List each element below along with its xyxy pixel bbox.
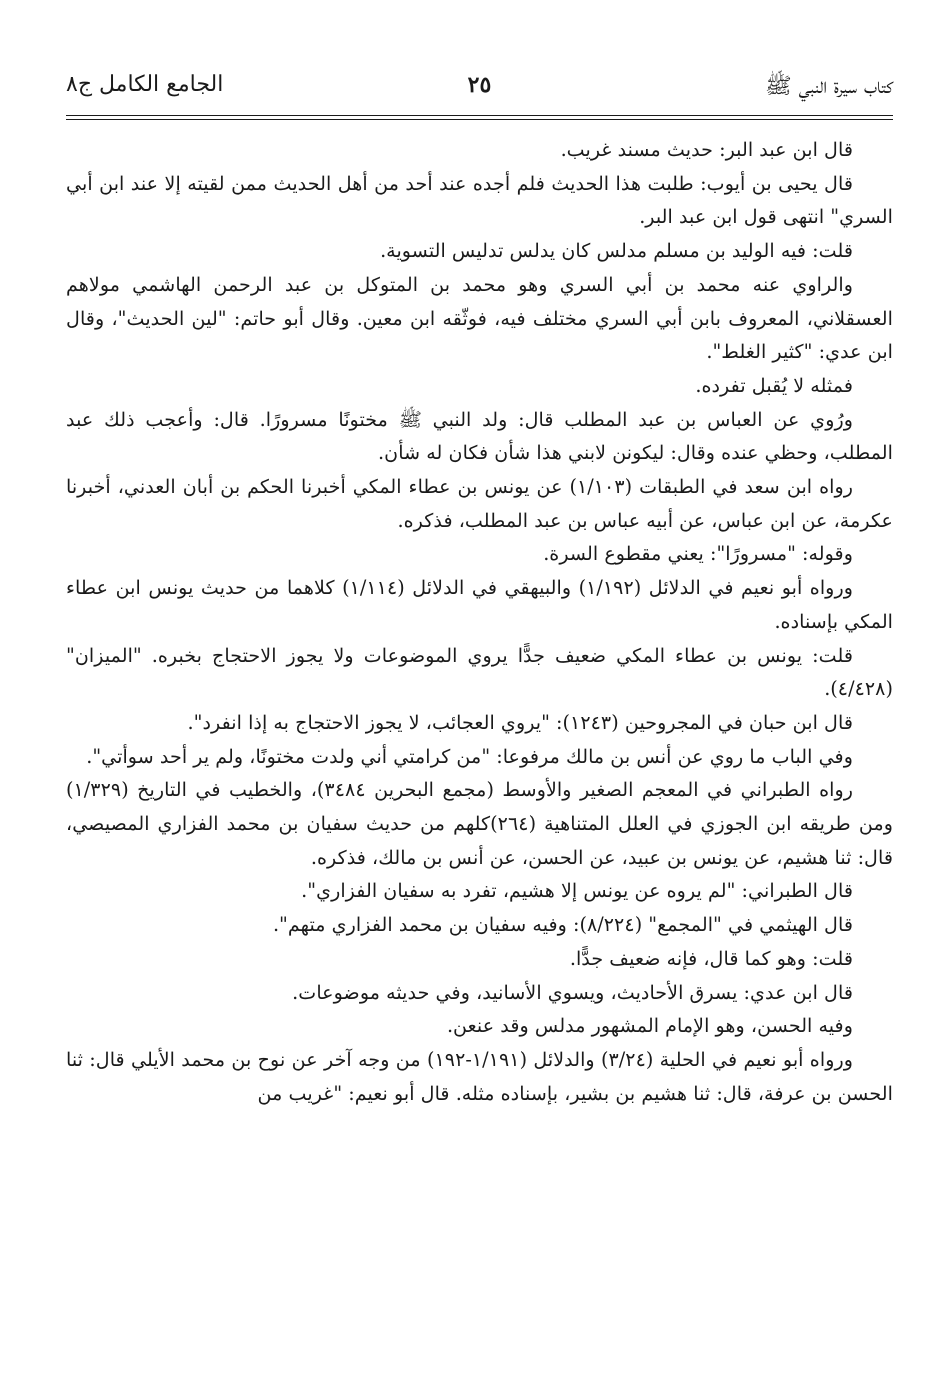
book-title: كتاب سيرة النبي ﷺ [765, 74, 893, 99]
paragraph: فمثله لا يُقبل تفرده. [695, 373, 853, 397]
paragraph: وفي الباب ما روي عن أنس بن مالك مرفوعا: "من كرامتي أني ولدت مختونًا، ولم ير أحد سوأتي". [86, 744, 853, 768]
collection-volume: الجامع الكامل ج٨ [66, 72, 224, 97]
paragraph: ورواه أبو نعيم في الدلائل (١/١٩٢) والبيهقي في الدلائل (١/١١٤) كلاهما من حديث يونس ابن عطاء المكي بإسناده. [66, 576, 893, 633]
paragraph: قال ابن عبد البر: حديث مسند غريب. [560, 138, 853, 161]
paragraph: قلت: يونس بن عطاء المكي ضعيف جدًّا يروي الموضوعات ولا يجوز الاحتجاج بخبره. "الميزان" (٤/٤٢٨). [66, 643, 893, 701]
paragraph: قال الطبراني: "لم يروه عن يونس إلا هشيم، تفرد به سفيان الفزاري". [301, 879, 853, 903]
paragraph: ورُوي عن العباس بن عبد المطلب قال: ولد النبي ﷺ مختونًا مسرورًا. قال: وأعجب ذلك عبد المطلب، وحظي عنده وقال: ليكونن لابني هذا شأن فكان له شأن. [66, 407, 893, 465]
paragraph: قال ابن عدي: يسرق الأحاديث، ويسوي الأسانيد، وفي حديثه موضوعات. [292, 980, 853, 1004]
running-header [66, 66, 893, 106]
paragraph: وفيه الحسن، وهو الإمام المشهور مدلس وقد عنعن. [446, 1014, 853, 1038]
page-body [66, 133, 893, 1110]
paragraph: قال يحيى بن أيوب: طلبت هذا الحديث فلم أجده عند أحد من أهل الحديث ممن لقيته إلا عند ابن أبي السري" انتهى قول ابن عبد البر. [66, 171, 893, 229]
paragraph: والراوي عنه محمد بن أبي السري وهو محمد بن المتوكل بن عبد الرحمن الهاشمي مولاهم العسقلاني، المعروف بابن أبي السري مختلف فيه، فوثّقه ابن معين. وقال أبو حاتم: "لين الحديث"، وقال ابن عدي: "كثير الغلط". [66, 272, 893, 364]
paragraph: قال الهيثمي في "المجمع" (٨/٢٢٤): وفيه سفيان بن محمد الفزاري متهم". [272, 913, 853, 937]
paragraph: قال ابن حبان في المجروحين (١٢٤٣): "يروي العجائب، لا يجوز الاحتجاج به إذا انفرد". [187, 710, 853, 734]
header-rule-bottom [66, 119, 893, 120]
page-number: ٢٥ [467, 72, 492, 98]
paragraph: وقوله: "مسرورًا": يعني مقطوع السرة. [543, 542, 853, 566]
paragraph: قلت: وهو كما قال، فإنه ضعيف جدًّا. [569, 946, 853, 970]
paragraph: ورواه أبو نعيم في الحلية (٣/٢٤) والدلائل (١/١٩١-١٩٢) من وجه آخر عن نوح بن محمد الأيلي قال: ثنا الحسن بن عرفة، قال: ثنا هشيم بن بشير، بإسناده مثله. قال أبو نعيم: "غريب من [66, 1047, 893, 1105]
paragraph: قلت: فيه الوليد بن مسلم مدلس كان يدلس تدليس التسوية. [380, 239, 853, 263]
paragraph: رواه ابن سعد في الطبقات (١/١٠٣) عن يونس بن عطاء المكي أخبرنا الحكم بن أبان العدني، أخبرنا عكرمة، عن ابن عباس، عن أبيه عباس بن عبد المطلب، فذكره. [66, 475, 893, 532]
paragraph: رواه الطبراني في المعجم الصغير والأوسط (مجمع البحرين ٣٤٨٤)، والخطيب في التاريخ (١/٣٢٩) ومن طريقه ابن الجوزي في العلل المتناهية (٢٦٤)كلهم من حديث سفيان بن محمد الفزاري المصيصي، قال: ثنا هشيم، عن يونس بن عبيد، عن الحسن، عن أنس بن مالك، فذكره. [66, 778, 893, 869]
header-rule-top [66, 115, 893, 116]
